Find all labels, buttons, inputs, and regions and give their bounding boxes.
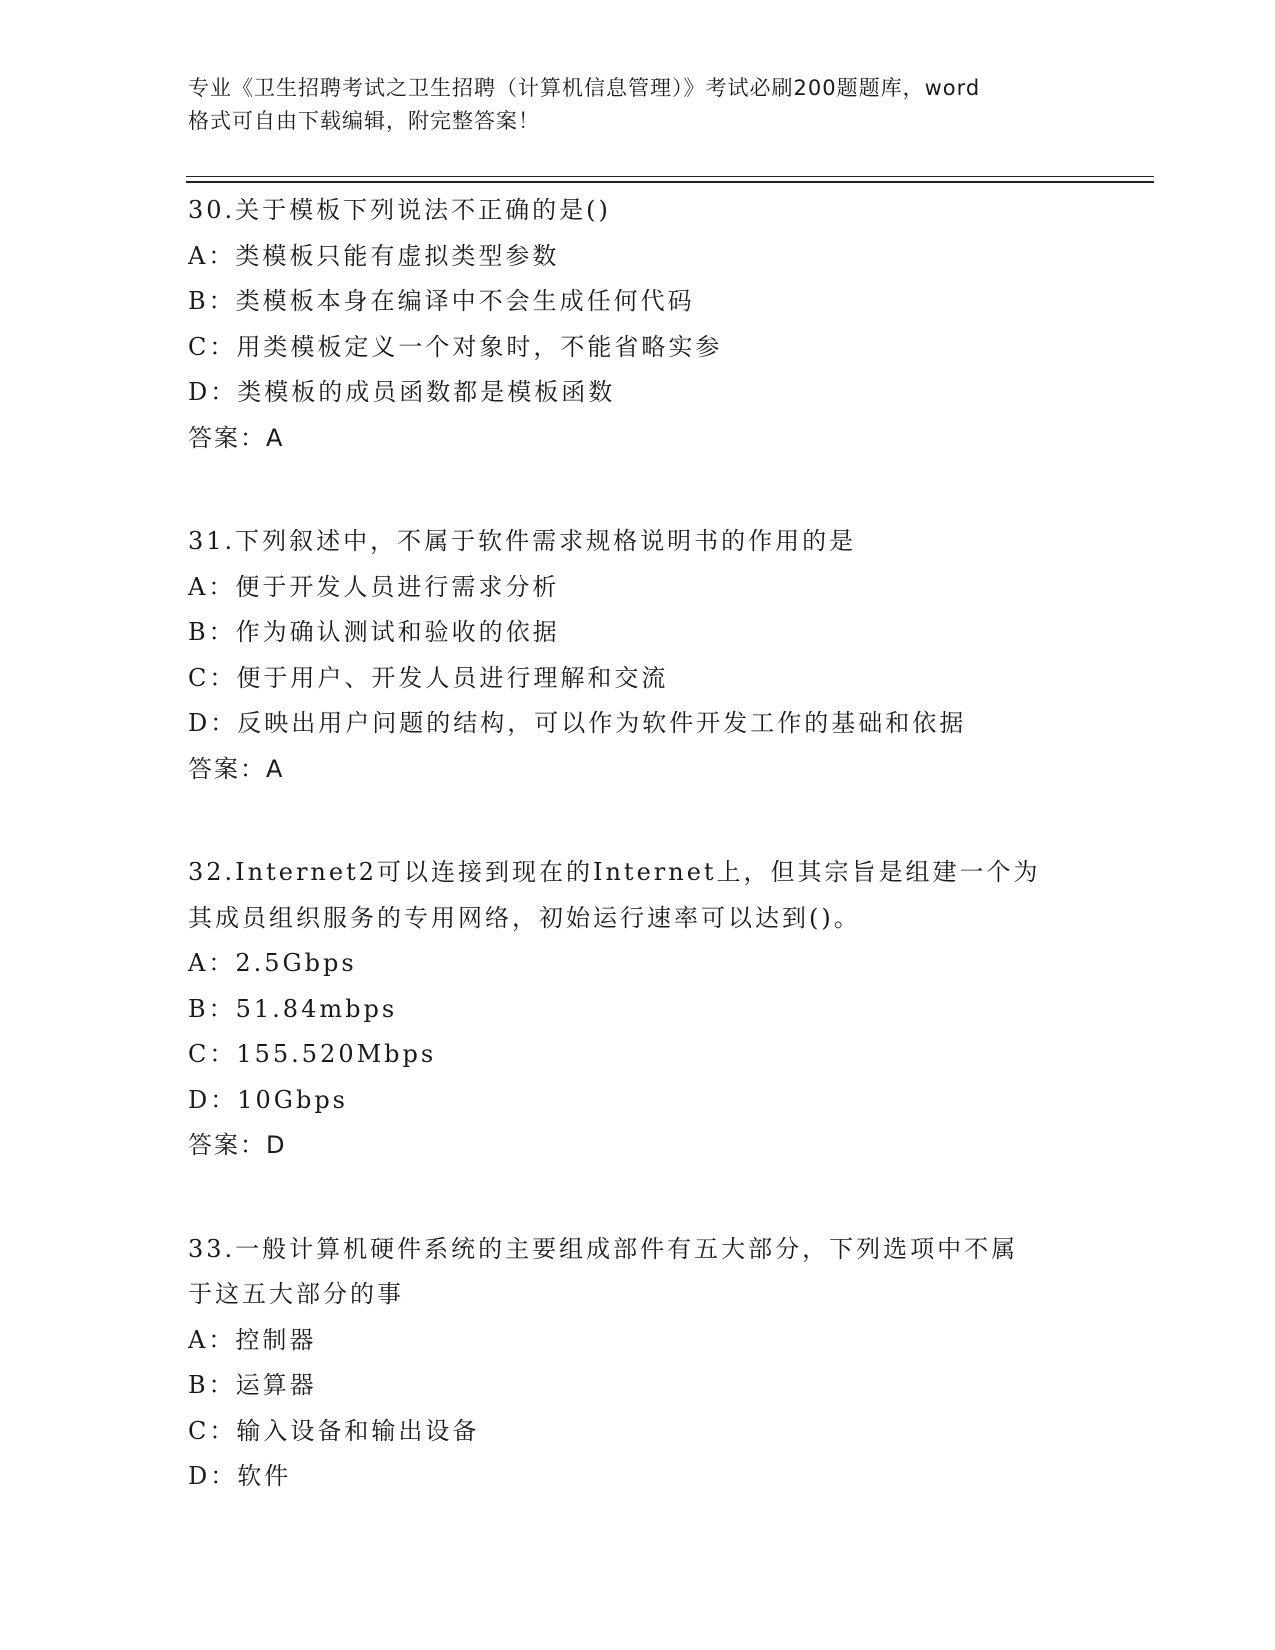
option-d: D：反映出用户问题的结构，可以作为软件开发工作的基础和依据 — [188, 709, 967, 737]
option-a: A：控制器 — [188, 1325, 317, 1354]
question-31 — [188, 519, 1088, 792]
option-d: D：10Gbps — [188, 1085, 348, 1114]
question-stem-line-2: 于这五大部分的事 — [188, 1280, 404, 1308]
question-stem-line-1: 33.一般计算机硬件系统的主要组成部件有五大部分，下列选项中不属 — [188, 1234, 1019, 1263]
header-divider-thick — [186, 181, 1154, 183]
option-a: A：便于开发人员进行需求分析 — [188, 572, 560, 601]
option-b: B：运算器 — [188, 1371, 317, 1399]
option-a: A：类模板只能有虚拟类型参数 — [188, 241, 560, 270]
option-c: C：便于用户、开发人员进行理解和交流 — [188, 663, 669, 692]
option-c: C：155.520Mbps — [188, 1040, 437, 1068]
question-stem: 30.关于模板下列说法不正确的是() — [188, 196, 611, 224]
document-header — [188, 72, 1088, 138]
option-c: C：输入设备和输出设备 — [188, 1416, 480, 1445]
answer-label: 答案：A — [188, 754, 285, 783]
option-b: B：51.84mbps — [188, 994, 398, 1023]
answer-label: 答案：D — [188, 1131, 287, 1159]
question-30 — [188, 188, 1088, 461]
option-d: D：软件 — [188, 1462, 292, 1490]
question-33 — [188, 1227, 1088, 1500]
question-stem: 31.下列叙述中，不属于软件需求规格说明书的作用的是 — [188, 527, 857, 555]
option-a: A：2.5Gbps — [188, 949, 357, 977]
header-divider-thin — [186, 176, 1154, 177]
header-line-2: 格式可自由下载编辑，附完整答案！ — [188, 109, 540, 133]
answer-label: 答案：A — [188, 423, 285, 452]
question-32 — [188, 850, 1088, 1169]
header-line-1: 专业《卫生招聘考试之卫生招聘（计算机信息管理）》考试必刷200题题库，word — [188, 76, 981, 100]
question-list — [188, 188, 1088, 1558]
question-stem-line-1: 32.Internet2可以连接到现在的Internet上，但其宗旨是组建一个为 — [188, 858, 1041, 886]
question-stem-line-2: 其成员组织服务的专用网络，初始运行速率可以达到()。 — [188, 903, 861, 932]
option-d: D：类模板的成员函数都是模板函数 — [188, 378, 616, 406]
option-b: B：类模板本身在编译中不会生成任何代码 — [188, 287, 695, 315]
option-b: B：作为确认测试和验收的依据 — [188, 618, 560, 646]
option-c: C：用类模板定义一个对象时，不能省略实参 — [188, 332, 723, 361]
